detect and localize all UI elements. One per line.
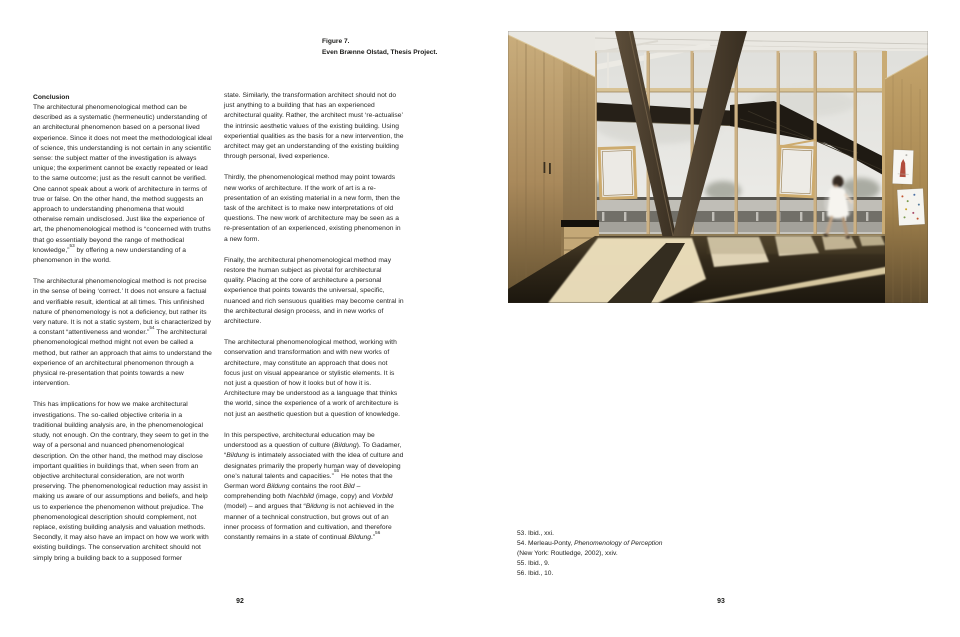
page-number-left: 92: [236, 598, 244, 605]
text-column-1: [33, 103, 213, 575]
figure-caption-credit: Even Brænne Olstad, Thesis Project.: [322, 48, 438, 56]
body-paragraph: In this perspective, architectural education may be understood as a question of culture (Bildung). To Gadamer, “Bildung is intimately associated with the idea of culture and designates primarily the properly human way of developing one’s natural talents and capacities.”$^{55}$ He notes that the German word Bildung contains the root Bild – comprehending both Nachbild (image, copy) and Vorbild (model) – and argues that “Bildung is not achieved in the manner of a technical construction, but grows out of an inner process of formation and cultivation, and therefore constantly remains in a state of continual Bildung.”$^{56}$: [224, 431, 404, 541]
section-heading: Conclusion: [33, 94, 70, 101]
footnote: 55. Ibid., 9.: [517, 560, 550, 567]
body-paragraph: The architectural phenomenological method can be described as a systematic (hermeneutic) understanding of an architectural phenomenon based on a personal lived experience. Since it does not meet the methodological ideal of science, this understanding is not certain in any scientific sense: the subject matter of the investigation is always unique; the experiment cannot be exactly repeated or lead to the same outcome; just as the result cannot be verified. One cannot speak about a work of architecture in terms of true or false. On the other hand, the method suggests an approach to understanding phenomena that would otherwise remain undisclosed. Just like the experience of art, the phenomenological method is “concerned with truths that go essentially beyond the range of methodical knowledge,”$^{53}$ by offering a new understanding of a phenomenon in the world.: [33, 104, 212, 265]
body-paragraph: The architectural phenomenological method is not precise in the sense of being ‘correct.’ It does not ensure a factual and verifiable result, identical at all times. This unfinished nature of phenomenology is not a deficiency, but rather its very nature. It is not a static system, but is characterized by a constant “attentiveness and wonder.”$^{54}$ The architectural phenomenological method might not even be called a method, but rather an approach that aims to understand the experience of an architectural phenomenon through a physical re-presentation that points towards a new intervention.: [33, 278, 212, 388]
footnotes: [517, 529, 679, 579]
body-paragraph: Thirdly, the phenomenological method may point towards new works of architecture. If the work of art is a re-presentation of an existing material in a new form, then the task of the architect is to make new interpretations of old questions. The new work of architecture may be seen as a re-presentation of an experienced, existing phenomenon in a new form.: [224, 174, 401, 243]
figure-caption: [322, 37, 437, 59]
figure-caption-number: Figure 7.: [322, 38, 350, 45]
footnote: 56. Ibid., 10.: [517, 570, 554, 577]
body-paragraph: Finally, the architectural phenomenological method may restore the human subject as pivotal for architectural quality. Placing at the core of architecture a personal experience that points towards the universal, specific, nuanced and rich sensuous qualities may become central in the architectural design process, and in new works of architecture.: [224, 256, 404, 326]
footnote: 53. Ibid., xxi.: [517, 530, 555, 537]
body-paragraph: This has implications for how we make architectural investigations. The so-called objective criteria in a traditional building analysis are, in the phenomenological study, not enough. On the contrary, they seem to get in the way of a personal and nuanced phenomenological description. On the other hand, the method may disclose important qualities in buildings that, when seen from an objective architectural consideration, are not worth preserving. The phenomenological reduction may assist in making us aware of our assumptions and beliefs, and help us to experience the phenomenon without prejudice. The phenomenological description should complement, not replace, existing building analysis and valuation methods. Secondly, it may also have an impact on how we work with existing buildings. The conservation architect should not simply bring a building back to a supposed former: [33, 401, 209, 562]
body-paragraph: The architectural phenomenological method, working with conservation and transformation and with new works of architecture, may constitute an approach that does not focus just on visual appearance or stylistic elements. It is not just a question of how it looks but of how it is. Architecture may be understood as a language that thinks the world, since the experience of a work of architecture is not just an aesthetic question but a question of knowledge.: [224, 339, 400, 418]
footnote: 54. Merleau-Ponty, Phenomenology of Perception (New York: Routledge, 2002), xxiv.: [517, 540, 663, 557]
figure-photo: [508, 31, 928, 303]
text-column-2: [224, 91, 404, 554]
body-paragraph: state. Similarly, the transformation architect should not do just anything to a building that has an experienced architectural quality. Rather, the architect must ‘re-actualise’ the intrinsic aesthetic values of the existing building. Using experiential qualities as the basis for a new intervention, the architect may get an understanding of the existing building through personal, lived experience.: [224, 92, 404, 161]
page-number-right: 93: [717, 598, 725, 605]
